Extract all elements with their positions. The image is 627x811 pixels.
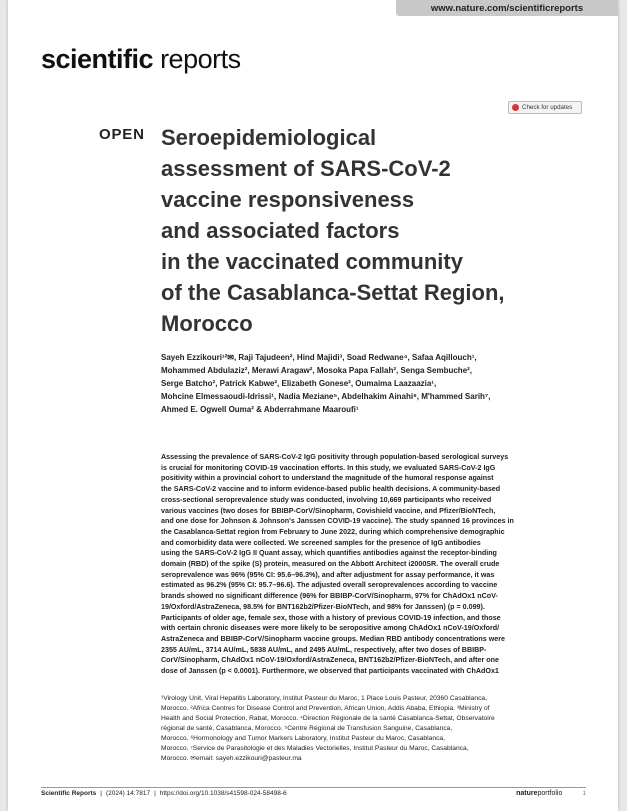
crossmark-icon xyxy=(512,104,519,111)
journal-url[interactable]: www.nature.com/scientificreports xyxy=(396,0,618,16)
affiliation-email-line[interactable]: Morocco. ✉email: sayeh.ezzikouri@pasteur.ma xyxy=(161,755,302,762)
affiliation-line: Morocco. ⁶Hormonology and Tumor Markers Laboratory, Institut Pasteur du Maroc, Casablanca, xyxy=(161,735,445,742)
abstract-line: 19/Oxford/AstraZeneca, 98.5% for BNT162b2/Pfizer-BioNTech, and 98% for Janssen) (p = 0.099). xyxy=(161,602,485,611)
abstract xyxy=(161,452,594,677)
abstract-line: with certain chronic diseases were more likely to be seropositive among ChAdOx1 nCoV-19/Oxford/ xyxy=(161,624,500,633)
logo-bold-text: scientific xyxy=(41,44,154,74)
title-line: of the Casablanca-Settat Region, xyxy=(161,280,505,305)
author-line[interactable]: Mohammed Abdulaziz², Merawi Aragaw², Mosoka Papa Fallah², Senga Sembuche², xyxy=(161,366,473,375)
abstract-line: positivity within a provincial cohort to understand the magnitude of the humoral response against xyxy=(161,474,494,483)
page-number: 1 xyxy=(582,790,586,797)
abstract-line: cross-sectional seroprevalence study was conducted, involving 10,669 participants who received xyxy=(161,495,492,504)
abstract-line: dose of Janssen (p < 0.0001). Furthermore, we observed that participants vaccinated with ChAdOx1 xyxy=(161,667,499,676)
abstract-line: is crucial for monitoring COVID-19 vaccination efforts. In this study, we evaluated SARS-CoV-2 IgG xyxy=(161,463,496,472)
affiliation-line: régional de santé, Casablanca, Morocco. ⁵Centre Régional de Transfusion Sanguine, Casablanca, xyxy=(161,725,453,732)
author-line[interactable]: Ahmed E. Ogwell Ouma² & Abderrahmane Maaroufi¹ xyxy=(161,405,359,414)
abstract-line: 2355 AU/mL, 3714 AU/mL, 5838 AU/mL, and 2495 AU/mL, respectively, after two doses of BBIBP- xyxy=(161,645,487,654)
abstract-line: brands showed no significant difference (96% for BBIBP-CorV/Sinopharm, 97% for ChAdOx1 nCoV- xyxy=(161,592,498,601)
abstract-line: Participants of older age, female sex, those with a history of previous COVID-19 infection, and those xyxy=(161,613,501,622)
title-line: and associated factors xyxy=(161,218,400,243)
affiliations xyxy=(161,694,594,764)
abstract-line: seroprevalence was 96% (95% CI: 95.6–96.3%), and after adjustment for assay performance, it was xyxy=(161,570,495,579)
page-footer xyxy=(41,790,586,797)
article-title xyxy=(161,122,581,339)
title-line: in the vaccinated community xyxy=(161,249,463,274)
author-list xyxy=(161,351,601,416)
author-line[interactable]: Serge Batcho², Patrick Kabwe², Elizabeth Gonese², Oumaima Laazaazia¹, xyxy=(161,379,437,388)
footer-separator: | xyxy=(154,790,156,797)
affiliation-line: Morocco. ⁷Service de Parasitologie et des Maladies Vectorielles, Institut Pasteur du Maroc, Casablanca, xyxy=(161,745,469,752)
affiliation-line: Morocco. ²Africa Centres for Disease Control and Prevention, African Union, Addis Ababa, Ethiopia. ³Ministry of xyxy=(161,705,490,712)
journal-logo xyxy=(41,44,241,75)
abstract-line: domain (RBD) of the spike (S) protein, measured on the Abbott Architect i2000SR. The overall crude xyxy=(161,560,500,569)
abstract-line: the SARS-CoV-2 vaccine and to inform evidence-based public health decisions. A community-based xyxy=(161,485,501,494)
abstract-line: the Casablanca-Settat region from February to June 2022, during which comprehensive demographic xyxy=(161,527,505,536)
paper-page xyxy=(8,0,618,811)
nature-portfolio-logo: natureportfolio xyxy=(516,790,563,797)
abstract-line: CorV/Sinopharm, ChAdOx1 nCoV-19/Oxford/AstraZeneca, BNT162b2/Pfizer-BioNTech, and after one xyxy=(161,656,499,665)
abstract-line: various vaccines (two doses for BBIBP-CorV/Sinopharm, Covishield vaccine, and Pfizer/BioNTech, xyxy=(161,506,496,515)
affiliation-line: Health and Social Protection, Rabat, Morocco. ⁴Direction Régionale de la santé Casablanca-Settat, Observatoire xyxy=(161,715,495,722)
footer-divider xyxy=(41,787,586,788)
affiliation-line: ¹Virology Unit, Viral Hepatitis Laboratory, Institut Pasteur du Maroc, 1 Place Louis Pasteur, 20360 Casablanca, xyxy=(161,695,488,702)
abstract-line: and comorbidity data were collected. We screened samples for the presence of IgG antibodies xyxy=(161,538,481,547)
author-line[interactable]: Sayeh Ezzikouri¹²✉, Raji Tajudeen², Hind Majidi³, Soad Redwane⁴, Safaa Aqillouch¹, xyxy=(161,353,477,362)
author-line[interactable]: Mohcine Elmessaoudi-Idrissi¹, Nadia Meziane⁵, Abdelhakim Ainahi⁶, M'hammed Sarih⁷, xyxy=(161,392,491,401)
title-line: vaccine responsiveness xyxy=(161,187,415,212)
abstract-line: and one dose for Johnson & Johnson's Janssen COVID-19 vaccine). The study spanned 16 provinces in xyxy=(161,517,514,526)
footer-doi-link[interactable]: https://doi.org/10.1038/s41598-024-58498-6 xyxy=(159,790,287,797)
title-line: assessment of SARS-CoV-2 xyxy=(161,156,451,181)
check-for-updates-button[interactable] xyxy=(508,101,582,114)
title-line: Seroepidemiological xyxy=(161,125,377,150)
abstract-line: using the SARS-CoV-2 IgG II Quant assay, which quantifies antibodies against the receptor-binding xyxy=(161,549,497,558)
title-line: Morocco xyxy=(161,311,253,336)
check-for-updates-label: Check for updates xyxy=(522,104,573,111)
abstract-line: Assessing the prevalence of SARS-CoV-2 IgG positivity through population-based serological surveys xyxy=(161,453,509,461)
footer-journal: Scientific Reports xyxy=(41,790,97,797)
footer-separator: | xyxy=(100,790,102,797)
abstract-line: AstraZeneca and BBIBP-CorV/Sinopharm vaccine groups. Median RBD antibody concentrations were xyxy=(161,634,506,643)
abstract-line: estimated as 96.2% (95% CI: 95.7–96.6). The adjusted overall seroprevalences according to vaccine xyxy=(161,581,498,590)
logo-light-text: reports xyxy=(160,44,241,74)
open-access-label: OPEN xyxy=(99,126,145,143)
footer-citation: (2024) 14:7817 xyxy=(105,790,151,797)
